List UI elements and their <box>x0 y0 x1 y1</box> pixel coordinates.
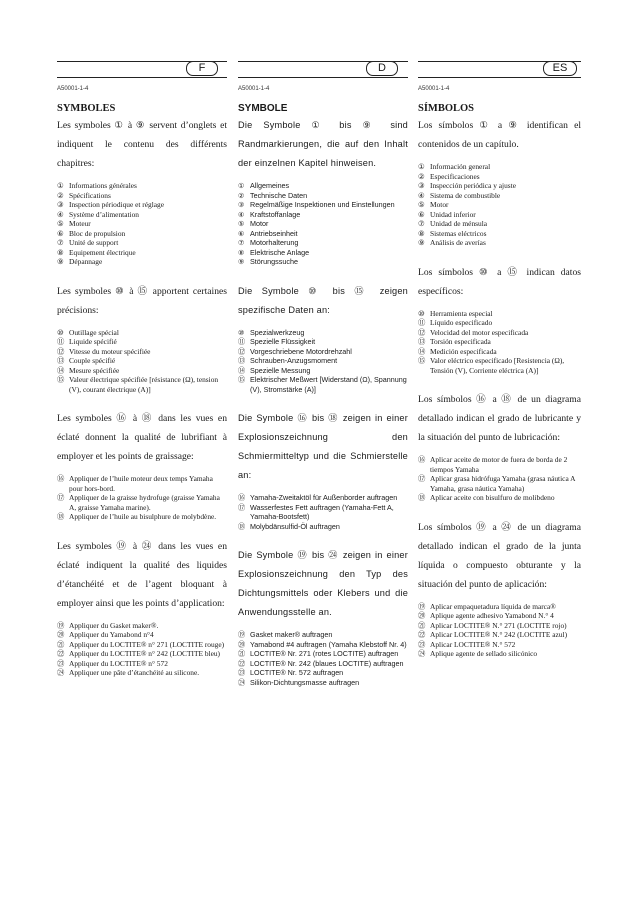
intro-paragraph: Los símbolos ① a ⑨ identifican el contenidos de un capítulo. <box>418 120 581 150</box>
lubricant-paragraph: Los símbolos ⑯ a ⑱ de un diagrama detallado indican el grado de lubricante y la situación del punto de lubricación: <box>418 394 581 443</box>
item-text: Líquido especificado <box>430 318 493 327</box>
item-text: Yamabond #4 auftragen (Yamaha Klebstoff Nr. 4) <box>250 639 407 649</box>
list-item <box>57 328 227 338</box>
item-text: Moteur <box>69 219 91 228</box>
list-item <box>418 238 581 248</box>
item-text: LOCTITE® Nr. 242 (blaues LOCTITE) auftragen <box>250 658 404 668</box>
item-number: ⑧ <box>238 247 245 257</box>
sealant-paragraph: Los símbolos ⑲ a ㉔ de un diagrama detallado indican el grado de la junta líquida o compuesto obturante y la situación del punto de aplicación: <box>418 521 581 590</box>
item-text: Aplicar LOCTITE® N.° 242 (LOCTITE azul) <box>430 630 568 639</box>
item-text: Informations générales <box>69 181 137 190</box>
item-text: Elektrischer Meßwert [Widerstand (Ω), Spannung (V), Stromstärke (A)] <box>250 375 407 394</box>
item-number: ⑪ <box>57 337 65 346</box>
sealant-list <box>238 630 408 687</box>
list-item <box>57 229 227 239</box>
item-text: Système d’alimentation <box>69 209 139 219</box>
list-item <box>57 248 227 258</box>
specific-data-list <box>238 328 408 395</box>
list-item <box>57 512 227 522</box>
list-item <box>57 337 227 347</box>
item-number: ⑨ <box>238 257 245 266</box>
list-item <box>57 347 227 357</box>
list-item <box>418 347 581 357</box>
lubricant-paragraph: Les symboles ⑯ à ⑱ dans les vues en éclaté donnent la qualité de lubrifiant à employer et les points de graissage: <box>57 413 227 462</box>
item-text: LOCTITE® Nr. 572 auftragen <box>250 668 344 677</box>
item-number: ㉔ <box>418 649 426 658</box>
item-text: Análisis de averías <box>430 238 486 247</box>
item-text: Motorhalterung <box>250 238 299 247</box>
list-item <box>238 200 408 210</box>
item-text: Couple spécifié <box>69 356 116 365</box>
lang-tab-es: ES <box>543 61 577 76</box>
item-number: ⑭ <box>238 365 246 375</box>
item-text: Antriebseinheit <box>250 228 298 238</box>
specific-data-list <box>418 309 581 376</box>
item-text: Liquide spécifié <box>69 337 117 346</box>
list-item <box>238 337 408 347</box>
item-number: ⑳ <box>57 630 65 639</box>
item-number: ⑥ <box>418 209 425 219</box>
item-number: ㉒ <box>418 630 426 639</box>
item-number: ① <box>57 181 64 190</box>
section-title: SYMBOLE <box>238 103 288 114</box>
list-item <box>57 375 227 394</box>
item-number: ① <box>238 181 245 190</box>
list-item <box>418 621 581 631</box>
specific-data-list <box>57 328 227 395</box>
list-item <box>57 474 227 493</box>
item-text: Aplicar grasa hidrófuga Yamaha (grasa náutica A Yamaha, grasa náutica Yamaha) <box>430 474 576 493</box>
list-item <box>57 200 227 210</box>
chapter-list <box>57 181 227 267</box>
column-es <box>418 86 581 674</box>
item-text: Schrauben-Anzugsmoment <box>250 356 338 365</box>
list-item <box>238 649 408 659</box>
item-text: Dépannage <box>69 257 103 266</box>
item-text: Spezielle Flüssigkeit <box>250 337 316 346</box>
list-item <box>418 611 581 621</box>
sealant-list <box>418 602 581 659</box>
list-item <box>418 455 581 474</box>
lang-bar-es <box>418 61 581 78</box>
item-text: Aplique agente adhesivo Yamabond N.° 4 <box>430 611 554 620</box>
list-item <box>57 257 227 267</box>
list-item <box>238 248 408 258</box>
lubricant-list <box>418 455 581 503</box>
section-code: A50001-1-4 <box>238 86 270 92</box>
item-number: ⑮ <box>238 375 246 384</box>
item-number: ⑤ <box>238 219 245 228</box>
item-number: ④ <box>418 190 425 200</box>
list-item <box>238 522 408 532</box>
list-item <box>418 210 581 220</box>
list-item <box>418 200 581 210</box>
list-item <box>57 640 227 650</box>
list-item <box>238 347 408 357</box>
item-text: Inspection périodique et réglage <box>69 200 165 209</box>
lang-tab-de: D <box>366 61 398 76</box>
list-item <box>57 219 227 229</box>
item-text: Valeur électrique spécifiée [résistance (Ω), tension (V), courant électrique (A)] <box>69 375 219 394</box>
lang-bar-de <box>238 61 408 78</box>
lubricant-list <box>238 493 408 531</box>
item-number: ㉓ <box>57 658 65 668</box>
item-text: Información general <box>430 162 491 171</box>
item-number: ⑲ <box>418 601 426 611</box>
item-number: ㉑ <box>57 639 65 649</box>
item-number: ⑧ <box>57 247 64 257</box>
item-text: LOCTITE® Nr. 271 (rotes LOCTITE) auftragen <box>250 649 399 658</box>
list-item <box>57 621 227 631</box>
item-number: ⑮ <box>418 356 426 365</box>
list-item <box>238 328 408 338</box>
list-item <box>57 181 227 191</box>
list-item <box>57 659 227 669</box>
item-number: ⑤ <box>57 219 64 228</box>
item-number: ⑰ <box>57 493 65 502</box>
list-item <box>238 257 408 267</box>
intro-paragraph: Die Symbole ① bis ⑨ sind Randmarkierungen, die auf den Inhalt der einzelnen Kapitel hinweisen. <box>238 120 408 168</box>
item-text: Motor <box>430 200 449 209</box>
sealant-paragraph: Die Symbole ⑲ bis ㉔ zeigen in einer Explosionszeichnung den Typ des Dichtungsmittels oder Klebers und die Anwendungsstelle an. <box>238 550 408 617</box>
list-item <box>238 219 408 229</box>
item-text: Wasserfestes Fett auftragen (Yamaha-Fett A, Yamaha-Bootsfett) <box>250 502 394 521</box>
specific-data-paragraph: Les symboles ⑩ à ⑮ apportent certaines précisions: <box>57 285 227 316</box>
list-item <box>238 229 408 239</box>
item-number: ② <box>57 190 64 200</box>
item-number: ⑧ <box>418 228 425 238</box>
item-text: Unité de support <box>69 238 119 247</box>
sealant-paragraph: Les symboles ⑲ à ㉔ dans les vues en éclaté indiquent la qualité des liquides d’étanchéité et de l’agent bloquant à employer ainsi que les points d’application: <box>57 540 227 609</box>
item-number: ⑰ <box>238 502 246 512</box>
item-number: ㉔ <box>238 677 246 687</box>
item-number: ⑯ <box>418 455 426 464</box>
item-number: ⑭ <box>418 346 426 356</box>
list-item <box>238 210 408 220</box>
list-item <box>418 474 581 493</box>
list-item <box>418 191 581 201</box>
item-number: ⑳ <box>418 611 426 620</box>
item-number: ㉓ <box>238 668 246 677</box>
list-item <box>238 493 408 503</box>
sealant-list <box>57 621 227 678</box>
item-text: Regelmäßige Inspektionen und Einstellungen <box>250 200 395 209</box>
item-number: ㉒ <box>238 658 246 668</box>
item-text: Appliquer de l’huile au bisulphure de molybdène. <box>69 512 217 521</box>
item-text: Vitesse du moteur spécifiée <box>69 346 151 356</box>
item-text: Appliquer du LOCTITE® n° 242 (LOCTITE bleu) <box>69 649 221 658</box>
lang-bar-fr <box>57 61 227 78</box>
item-text: Aplicar aceite de motor de fuera de borda de 2 tiempos Yamaha <box>430 455 568 474</box>
item-number: ⑮ <box>57 375 65 384</box>
list-item <box>418 219 581 229</box>
list-item <box>418 493 581 503</box>
item-text: Appliquer du Yamabond n°4 <box>69 630 154 639</box>
item-text: Spezielle Messung <box>250 365 311 375</box>
item-text: Störungssuche <box>250 257 298 266</box>
item-text: Torsión especificada <box>430 337 491 346</box>
list-item <box>238 659 408 669</box>
list-item <box>418 309 581 319</box>
item-number: ⑱ <box>238 521 246 531</box>
chapter-list <box>238 181 408 267</box>
item-number: ⑬ <box>57 356 65 365</box>
section-code: A50001-1-4 <box>418 86 450 92</box>
item-number: ㉒ <box>57 649 65 658</box>
item-number: ⑪ <box>238 337 246 346</box>
item-text: Unidad inferior <box>430 209 476 219</box>
item-text: Inspección periódica y ajuste <box>430 181 516 190</box>
lubricant-paragraph: Die Symbole ⑯ bis ⑱ zeigen in einer Explosionszeichnung den Schmiermitteltyp und die Schmierstelle an: <box>238 413 408 480</box>
list-item <box>238 366 408 376</box>
item-number: ⑬ <box>238 356 246 365</box>
item-text: Aplicar aceite con bisulfuro de molibdeno <box>430 493 555 502</box>
item-text: Aplicar LOCTITE® N.° 271 (LOCTITE rojo) <box>430 620 567 630</box>
item-text: Unidad de ménsula <box>430 219 488 228</box>
item-text: Appliquer du Gasket maker®. <box>69 620 159 630</box>
list-item <box>57 210 227 220</box>
lubricant-list <box>57 474 227 522</box>
item-number: ③ <box>238 200 245 209</box>
item-text: Bloc de propulsion <box>69 228 126 238</box>
item-number: ⑲ <box>238 630 246 639</box>
item-text: Silikon-Dichtungsmasse auftragen <box>250 677 360 687</box>
item-number: ⑦ <box>57 238 64 247</box>
section-code: A50001-1-4 <box>57 86 89 92</box>
item-number: ⑫ <box>238 346 246 356</box>
item-text: Gasket maker® auftragen <box>250 630 333 639</box>
list-item <box>57 366 227 376</box>
list-item <box>238 503 408 522</box>
item-number: ③ <box>57 200 64 209</box>
item-number: ㉑ <box>238 649 246 658</box>
item-number: ⑩ <box>57 327 64 337</box>
item-number: ㉔ <box>57 668 65 677</box>
item-number: ㉓ <box>418 639 426 649</box>
item-number: ⑱ <box>57 512 65 521</box>
list-item <box>418 162 581 172</box>
list-item <box>418 172 581 182</box>
list-item <box>418 630 581 640</box>
item-text: Appliquer de l’huile moteur deux temps Yamaha pour hors-bord. <box>69 474 213 493</box>
specific-data-paragraph: Die Symbole ⑩ bis ⑮ zeigen spezifische Daten an: <box>238 285 408 315</box>
item-text: Aplique agente de sellado silicónico <box>430 649 538 658</box>
item-text: Motor <box>250 219 269 228</box>
item-text: Vorgeschriebene Motordrehzahl <box>250 346 352 356</box>
list-item <box>238 630 408 640</box>
list-item <box>418 229 581 239</box>
item-text: Spécifications <box>69 190 111 200</box>
item-text: Appliquer du LOCTITE® n° 271 (LOCTITE rouge) <box>69 639 225 649</box>
item-number: ⑨ <box>418 238 425 247</box>
item-text: Velocidad del motor especificada <box>430 327 529 337</box>
item-text: Yamaha-Zweitaktöl für Außenborder auftragen <box>250 493 398 502</box>
list-item <box>57 668 227 678</box>
list-item <box>57 649 227 659</box>
list-item <box>238 238 408 248</box>
item-text: Appliquer du LOCTITE® n° 572 <box>69 658 168 668</box>
item-text: Elektrische Anlage <box>250 247 310 257</box>
section-title: SÍMBOLOS <box>418 103 475 114</box>
list-item <box>238 356 408 366</box>
item-text: Medición especificada <box>430 346 497 356</box>
item-number: ⑫ <box>418 327 426 337</box>
item-text: Aplicar empaquetadura líquida de marca® <box>430 601 556 611</box>
column-fr <box>57 86 227 693</box>
item-number: ⑥ <box>238 228 245 238</box>
item-number: ⑪ <box>418 318 426 327</box>
item-number: ② <box>238 190 245 200</box>
item-number: ⑫ <box>57 346 65 356</box>
item-text: Kraftstoffanlage <box>250 209 301 219</box>
item-number: ① <box>418 162 425 171</box>
item-number: ⑨ <box>57 257 64 266</box>
item-number: ⑬ <box>418 337 426 346</box>
list-item <box>418 318 581 328</box>
item-text: Spezialwerkzeug <box>250 327 305 337</box>
item-number: ⑦ <box>238 238 245 247</box>
item-text: Allgemeines <box>250 181 290 190</box>
item-text: Especificaciones <box>430 171 480 181</box>
item-text: Technische Daten <box>250 190 308 200</box>
list-item <box>418 640 581 650</box>
list-item <box>418 649 581 659</box>
list-item <box>238 678 408 688</box>
item-number: ⑰ <box>418 474 426 483</box>
list-item <box>238 191 408 201</box>
list-item <box>238 640 408 650</box>
list-item <box>57 191 227 201</box>
item-text: Aplicar LOCTITE® N.° 572 <box>430 639 516 649</box>
item-number: ⑦ <box>418 219 425 228</box>
item-number: ⑳ <box>238 639 246 649</box>
item-number: ⑩ <box>418 308 425 318</box>
item-text: Appliquer une pâte d’étanchéité au silicone. <box>69 668 200 677</box>
lang-tab-fr: F <box>186 61 218 76</box>
item-number: ⑯ <box>57 474 65 483</box>
item-number: ⑤ <box>418 200 425 209</box>
intro-paragraph: Les symboles ① à ⑨ servent d’onglets et indiquent le contenu des différents chapitres: <box>57 120 227 169</box>
item-text: Herramienta especial <box>430 308 493 318</box>
list-item <box>418 602 581 612</box>
list-item <box>57 493 227 512</box>
item-number: ⑱ <box>418 493 426 502</box>
list-item <box>418 181 581 191</box>
item-text: Mesure spécifiée <box>69 365 120 375</box>
list-item <box>418 337 581 347</box>
item-number: ⑩ <box>238 327 245 337</box>
item-text: Sistema de combustible <box>430 190 501 200</box>
item-text: Valor eléctrico especificado [Resistencia (Ω), Tensión (V), Corriente eléctrica (A)] <box>430 356 565 375</box>
item-text: Sistemas eléctricos <box>430 228 487 238</box>
column-de <box>238 86 408 702</box>
item-text: Equipement électrique <box>69 247 136 257</box>
list-item <box>57 238 227 248</box>
item-number: ⑲ <box>57 620 65 630</box>
item-number: ④ <box>57 209 64 219</box>
section-title: SYMBOLES <box>57 103 116 114</box>
chapter-list <box>418 162 581 248</box>
item-number: ③ <box>418 181 425 190</box>
item-number: ㉑ <box>418 620 426 630</box>
item-text: Molybdänsulfid-Öl auftragen <box>250 521 340 531</box>
item-number: ⑭ <box>57 365 65 375</box>
list-item <box>238 375 408 394</box>
list-item <box>238 668 408 678</box>
item-text: Outillage spécial <box>69 327 119 337</box>
item-text: Appliquer de la graisse hydrofuge (graisse Yamaha A, graisse Yamaha marine). <box>69 493 220 512</box>
list-item <box>418 328 581 338</box>
list-item <box>57 356 227 366</box>
list-item <box>238 181 408 191</box>
item-number: ⑥ <box>57 228 64 238</box>
item-number: ⑯ <box>238 493 246 502</box>
specific-data-paragraph: Los símbolos ⑩ a ⑮ indican datos específicos: <box>418 266 581 297</box>
list-item <box>418 356 581 375</box>
item-number: ② <box>418 171 425 181</box>
item-number: ④ <box>238 209 245 219</box>
list-item <box>57 630 227 640</box>
